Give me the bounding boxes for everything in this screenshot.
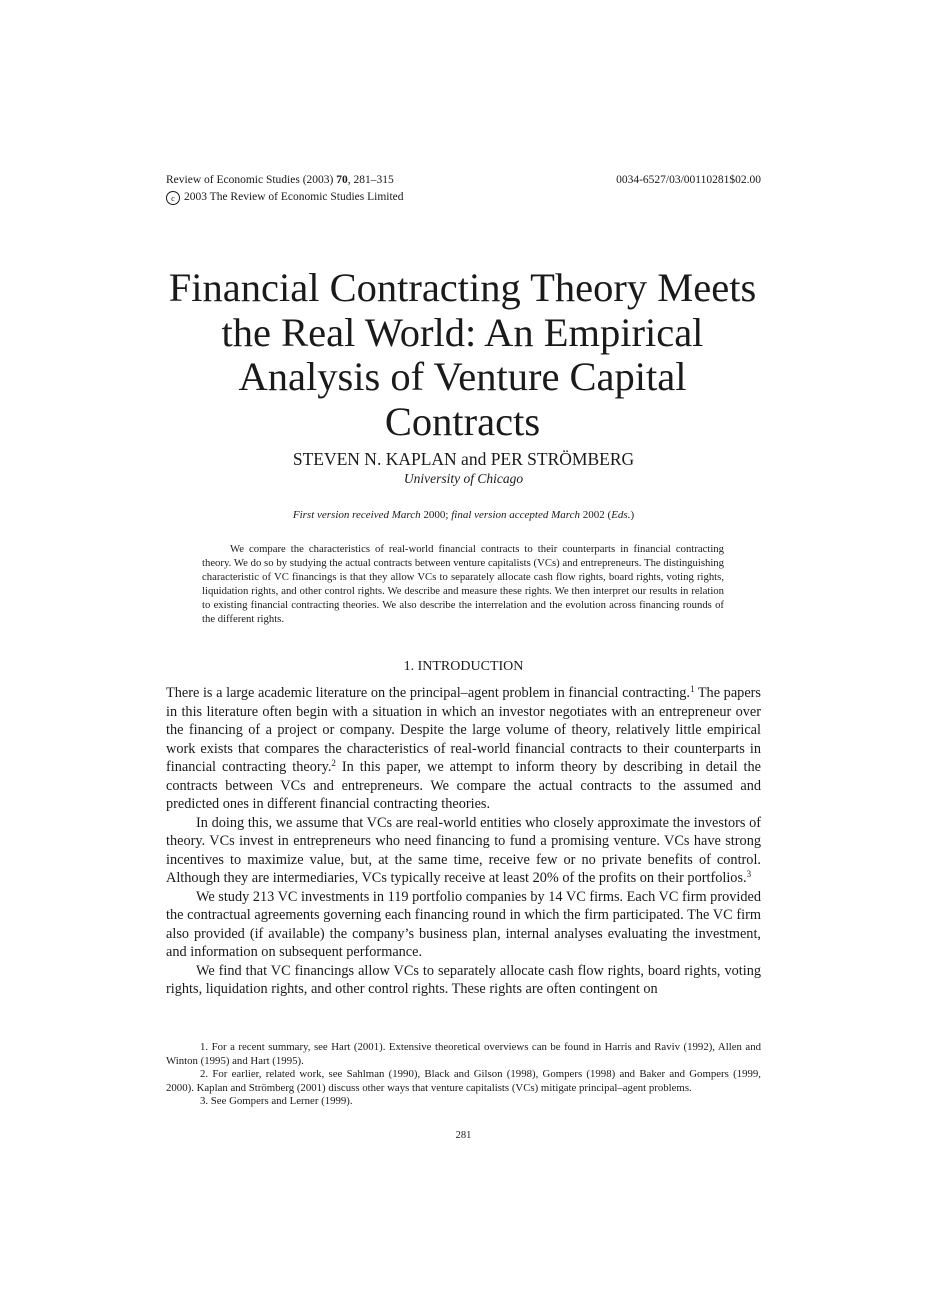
paragraph: We find that VC financings allow VCs to separately allocate cash flow rights, board rights, voting rights, liquidation rights, and other control rights. These rights are often contingent on xyxy=(166,962,761,997)
copyright-icon: c xyxy=(166,191,180,205)
journal-pages: , 281–315 xyxy=(347,174,394,186)
footnote-ref[interactable]: 3 xyxy=(746,869,752,879)
editors-label: Eds. xyxy=(611,509,631,521)
title-line: Analysis of Venture Capital xyxy=(238,354,687,399)
footnote: 2. For earlier, related work, see Sahlman (1990), Black and Gilson (1998), Gompers (1998) and Baker and Gompers (1999, 2000). Kaplan and Strömberg (2001) discuss other ways that venture capitalists (VCs) mitigate principal–agent problems. xyxy=(166,1068,761,1094)
journal-name: Review of Economic Studies (2003) xyxy=(166,174,337,186)
title-line: the Real World: An Empirical xyxy=(221,309,704,355)
paragraph-text: In this paper, we attempt to inform theory by describing in detail the contracts between VCs and entrepreneurs. We compare the actual contracts to the assumed and predicted ones in different financial contracting theories. xyxy=(166,759,761,812)
footnote: 1. For a recent summary, see Hart (2001). Extensive theoretical overviews can be found in Harris and Raviv (1992), Allen and Winton (1995) and Hart (1995). xyxy=(166,1041,761,1067)
body-text xyxy=(166,684,761,999)
paragraph xyxy=(166,814,761,888)
journal-code: 0034-6527/03/00110281$02.00 xyxy=(616,174,761,186)
title-line: Financial Contracting Theory Meets xyxy=(168,265,757,310)
footnote-ref[interactable]: 1 xyxy=(689,684,695,694)
footnote: 3. See Gompers and Lerner (1999). xyxy=(200,1095,353,1107)
title-line: Contracts xyxy=(384,398,541,444)
page-number: 281 xyxy=(455,1130,472,1141)
first-version-year: 2000; xyxy=(420,509,452,521)
first-version-label: First version received March xyxy=(292,509,421,521)
received-close: ) xyxy=(630,509,635,521)
abstract: We compare the characteristics of real-world financial contracts to their counterparts in financial contracting theory. We do so by studying the actual contracts between venture capitalists (VCs) and entrepreneurs. The distinguishing characteristic of VC financings is that they allow VCs to separately allocate cash flow rights, board rights, voting rights, liquidation rights, and other control rights. We describe and measure these rights. We then interpret our results in relation to existing financial contracting theories. We also describe the interrelation and the evolution across financing rounds of the different rights. xyxy=(202,543,724,625)
footnotes xyxy=(166,1041,761,1109)
authors: STEVEN N. KAPLAN and PER STRÖMBERG xyxy=(292,449,635,469)
copyright-text: 2003 The Review of Economic Studies Limited xyxy=(184,191,404,203)
paragraph-text: There is a large academic literature on the principal–agent problem in financial contracting. xyxy=(166,685,690,701)
paragraph: We study 213 VC investments in 119 portfolio companies by 14 VC firms. Each VC firm provided the contractual agreements governing each financing round in which the firm participated. The VC firm also provided (if available) the company’s business plan, internal analyses evaluating the investment, and information on subsequent performance. xyxy=(166,888,761,960)
received-dates xyxy=(166,508,761,523)
copyright-line xyxy=(166,189,761,206)
paragraph-text: In doing this, we assume that VCs are real-world entities who closely approximate the investors of theory. VCs invest in entrepreneurs who need financing to fund a promising venture. VCs have strong incentives to maximize value, but, at the same time, receive few or no private benefits of control. Although they are intermediaries, VCs typically receive at least 20% of the profits on their portfolios. xyxy=(166,814,761,886)
affiliation: University of Chicago xyxy=(403,471,524,486)
journal-volume: 70 xyxy=(336,174,348,186)
final-version-year: 2002 ( xyxy=(580,509,612,521)
paragraph xyxy=(166,684,761,814)
header-row-citation xyxy=(166,172,761,189)
journal-header xyxy=(166,172,761,206)
section-heading: 1. INTRODUCTION xyxy=(403,659,524,674)
final-version-label: final version accepted March xyxy=(451,509,581,521)
journal-citation xyxy=(166,172,394,189)
footnote-ref[interactable]: 2 xyxy=(331,758,336,768)
paragraph-text: The papers in this literature often begin with a situation in which an investor negotiates with an entrepreneur over the financing of a project or company. Despite the large volume of theory, relatively little empirical work exists that compares the characteristics of real-world financial contracts to their counterparts in financial contracting theory. xyxy=(166,685,761,775)
paper-title xyxy=(140,266,785,444)
